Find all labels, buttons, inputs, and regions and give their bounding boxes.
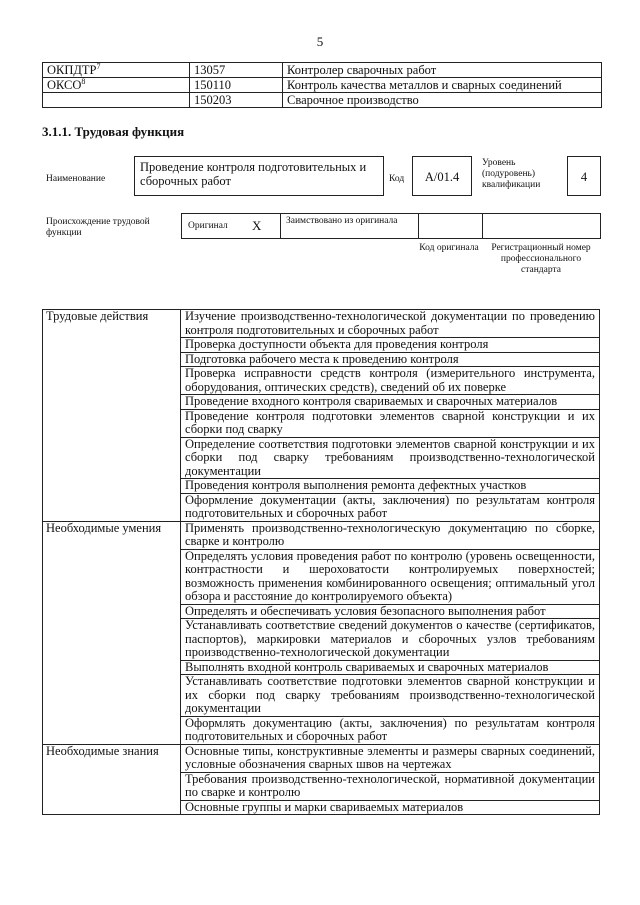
table-cell: Проведение контроля подготовки элементов сварной конструкции и их сборки под сварку <box>181 409 600 437</box>
function-name-value: Проведение контроля подготовительных и сборочных работ <box>134 156 384 196</box>
section-heading: Трудовые действия <box>43 310 181 522</box>
classifier-description: Контроль качества металлов и сварных соединений <box>283 78 602 93</box>
classifier-name <box>43 93 190 108</box>
borrowed-label: Заимствовано из оригинала <box>286 216 398 226</box>
classifier-code: 13057 <box>190 63 283 78</box>
code-label: Код <box>389 174 405 184</box>
table-cell: Подготовка рабочего места к проведению контроля <box>181 352 600 367</box>
function-code-value: A/01.4 <box>412 156 472 196</box>
name-label: Наименование <box>46 174 106 184</box>
table-cell: Проведения контроля выполнения ремонта дефектных участков <box>181 479 600 494</box>
table-row <box>43 93 602 108</box>
table-cell: Изучение производственно-технологической документации по проведению контроля подготовительных и сборочных работ <box>181 310 600 338</box>
table-cell: Применять производственно-технологическую документацию по сборке, сварке и контролю <box>181 521 600 549</box>
table-row <box>43 521 600 549</box>
classifier-description: Сварочное производство <box>283 93 602 108</box>
classifier-description: Контролер сварочных работ <box>283 63 602 78</box>
level-value: 4 <box>567 156 601 196</box>
table-cell: Выполнять входной контроль свариваемых и сварочных материалов <box>181 660 600 675</box>
table-cell: Проведение входного контроля свариваемых и сварочных материалов <box>181 395 600 410</box>
table-cell: Основные группы и марки свариваемых материалов <box>181 800 600 815</box>
origin-row <box>181 213 601 239</box>
table-row <box>43 78 602 93</box>
table-cell: Основные типы, конструктивные элементы и размеры сварных соединений, условные обозначения сварных швов на чертежах <box>181 744 600 772</box>
table-cell: Определение соответствия подготовки элементов сварной конструкции и их сборки под сварку требованиям производственно-технологической документации <box>181 437 600 479</box>
table-cell: Требования производственно-технологической, нормативной документации по сварке и контролю <box>181 772 600 800</box>
table-row <box>43 63 602 78</box>
table-cell: Оформление документации (акты, заключения) по результатам контроля подготовительных и сборочных работ <box>181 493 600 521</box>
labor-function-table <box>42 309 600 815</box>
original-mark: X <box>252 218 262 233</box>
table-cell: Проверка доступности объекта для проведения контроля <box>181 338 600 353</box>
divider <box>418 213 419 239</box>
section-heading: Необходимые знания <box>43 744 181 815</box>
classifier-name: ОКСО$^8$ <box>43 78 190 93</box>
level-label: Уровень (подуровень) квалификации <box>482 158 541 190</box>
divider <box>482 213 483 239</box>
classifier-code: 150203 <box>190 93 283 108</box>
original-label: Оригинал <box>188 221 228 231</box>
table-cell: Устанавливать соответствие подготовки элементов сварной конструкции и их сборки под сварку требованиям производственно-технологической документации <box>181 675 600 717</box>
section-heading: Необходимые умения <box>43 521 181 744</box>
code-original-caption: Код оригинала <box>419 243 479 253</box>
classifier-name: ОКПДТР$^7$ <box>43 63 190 78</box>
divider <box>280 213 281 239</box>
origin-label: Происхождение трудовой функции <box>46 217 150 238</box>
table-cell: Определять и обеспечивать условия безопасного выполнения работ <box>181 604 600 619</box>
table-cell: Проверка исправности средств контроля (измерительного инструмента, оборудования, оптических средств), сведений об их поверке <box>181 367 600 395</box>
table-cell: Устанавливать соответствие сведений документов о качестве (сертификатов, паспортов), маркировки материалов и сборочных узлов требованиям производственно-технологической документации <box>181 619 600 661</box>
table-row <box>43 744 600 772</box>
classifier-code: 150110 <box>190 78 283 93</box>
page-number: 5 <box>316 34 324 49</box>
table-row <box>43 310 600 338</box>
registration-number-caption: Регистрационный номер профессионального стандарта <box>491 243 591 275</box>
table-cell: Оформлять документацию (акты, заключения) по результатам контроля подготовительных и сборочных работ <box>181 716 600 744</box>
section-title: 3.1.1. Трудовая функция <box>42 124 185 139</box>
table-cell: Определять условия проведения работ по контролю (уровень освещенности, контрастности и шероховатости контролируемых поверхностей; возможность применения комбинированного освещения; оптимальный угол обзора и расстояние до контролируемого объекта) <box>181 549 600 604</box>
classifier-codes-table <box>42 62 602 108</box>
